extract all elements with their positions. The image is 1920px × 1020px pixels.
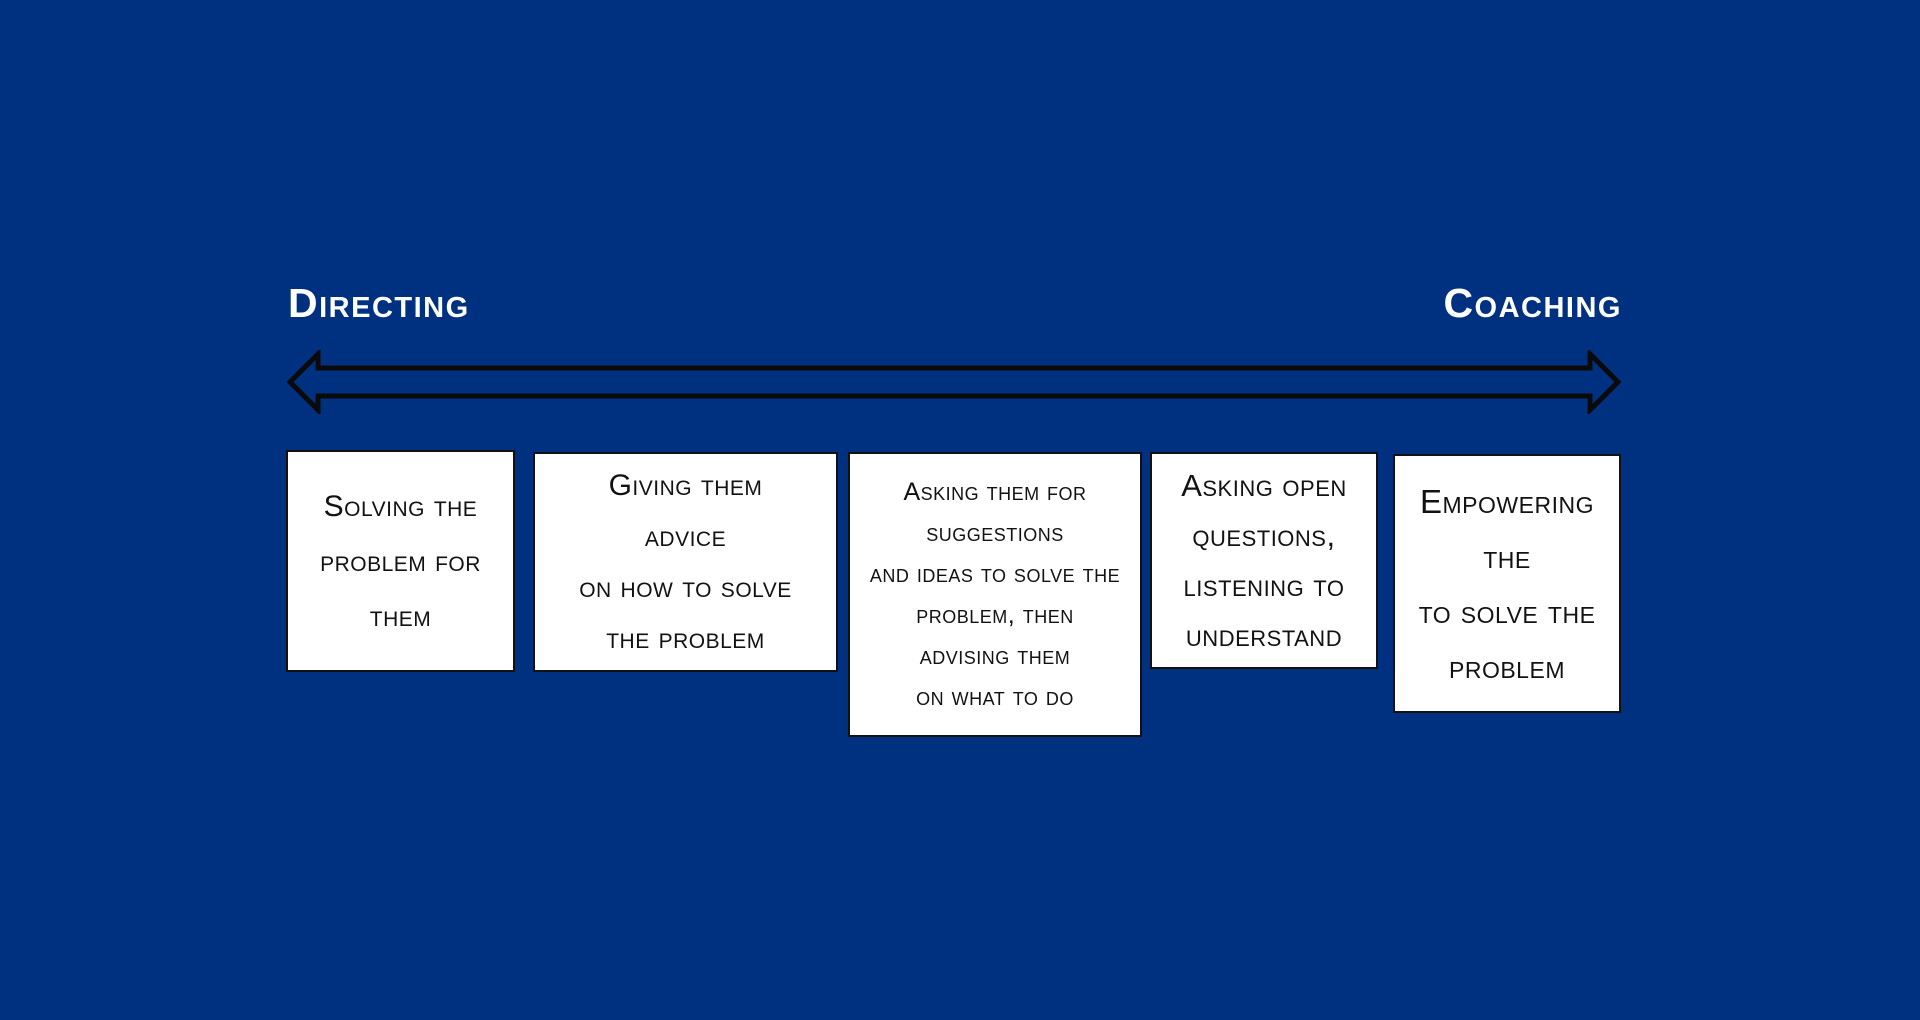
box-line: to solve the: [1418, 592, 1596, 630]
box-line: problem, then: [916, 600, 1074, 629]
box-line: advising them: [919, 641, 1071, 670]
box-line: Asking open: [1181, 467, 1347, 503]
box-line: Empowering: [1420, 482, 1594, 520]
spectrum-box-4: [1150, 452, 1378, 669]
spectrum-box-3: [848, 452, 1142, 737]
box-line: understand: [1185, 617, 1343, 653]
double-arrow-icon: [287, 350, 1621, 414]
directing-label: Directing: [288, 280, 470, 326]
box-line: and ideas to solve the: [869, 559, 1121, 588]
spectrum-box-2: [533, 452, 838, 672]
box-line: Solving the: [323, 489, 478, 523]
box-line: questions,: [1192, 517, 1336, 553]
box-line: advice: [644, 520, 727, 553]
spectrum-box-1: [286, 450, 515, 672]
box-line: problem for: [320, 544, 481, 578]
box-line: Asking them for: [903, 477, 1087, 506]
box-line: on what to do: [916, 682, 1074, 711]
box-line: on how to solve: [579, 571, 792, 604]
box-line: the: [1483, 537, 1531, 575]
box-line: Giving them: [608, 469, 763, 502]
box-line: the problem: [606, 622, 765, 655]
spectrum-box-5: [1393, 454, 1621, 713]
box-line: listening to: [1183, 567, 1345, 603]
coaching-label: Coaching: [1443, 280, 1622, 326]
spectrum-labels: [288, 280, 1622, 326]
box-line: problem: [1449, 647, 1565, 685]
box-line: suggestions: [926, 518, 1064, 547]
box-line: them: [369, 599, 432, 633]
